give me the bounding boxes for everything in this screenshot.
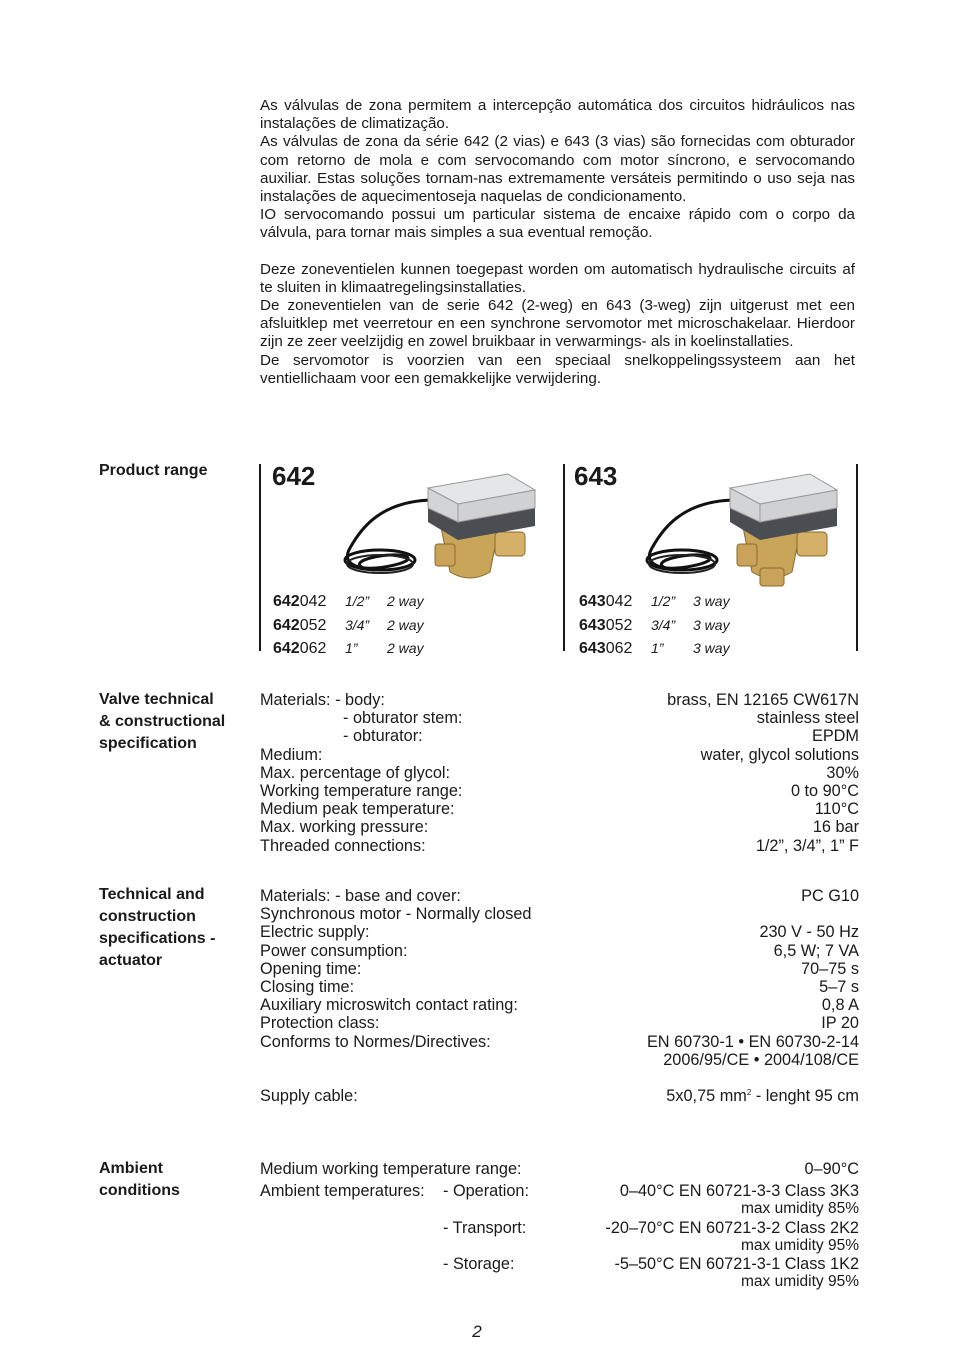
spec-spacer <box>260 1069 859 1087</box>
variant-row: 642062 1” 2 way <box>273 640 424 657</box>
spec-row: Closing time: 5–7 s <box>260 978 859 997</box>
spec-row: Threaded connections: 1/2”, 3/4”, 1” F <box>260 836 859 855</box>
ambient-row: - Transport: -20–70°C EN 60721-3-2 Class 2K2 <box>443 1218 859 1237</box>
actuator-spec-table <box>260 887 859 1105</box>
spec-row: - obturator: EPDM <box>343 727 859 746</box>
actuator-spec-label: Technical and construction specifications - actuator <box>99 886 216 969</box>
ambient-medium-row: Medium working temperature range: 0–90°C <box>260 1160 859 1178</box>
spec-row: Medium peak temperature: 110°C <box>260 800 859 819</box>
spec-row: Max. percentage of glycol: 30% <box>260 763 859 782</box>
spec-row: Materials: - base and cover: PC G10 <box>260 887 859 905</box>
divider-left <box>259 464 261 651</box>
variant-row: 642042 1/2” 2 way <box>273 593 424 610</box>
intro-nl-2: De zoneventielen van de serie 642 (2-weg) en 643 (3-weg) zijn uitgerust met een afsluitklep met veerretour en een synchrone servomotor met microschakelaar. Hierdoor zijn ze zeer veelzijdig en zowel bruikbaar in verwarmings- als in koelinstallaties. <box>260 297 855 351</box>
variant-row: 643062 1” 3 way <box>579 640 730 657</box>
divider-right <box>856 464 858 651</box>
product-642-variants <box>273 590 424 661</box>
product-643-title: 643 <box>574 461 618 491</box>
divider-middle <box>563 464 565 651</box>
product-643-variants <box>579 590 730 661</box>
intro-pt-1: As válvulas de zona permitem a intercepção automática dos circuitos hidráulicos nas instalações de climatização. <box>260 97 855 133</box>
spec-row: Max. working pressure: 16 bar <box>260 818 859 837</box>
spec-row: Conforms to Normes/Directives: EN 60730-1 • EN 60730-2-14 <box>260 1032 859 1051</box>
intro-pt-3: IO servocomando possui um particular sistema de encaixe rápido com o corpo da válvula, para tornar mais simples a sua eventual remoção. <box>260 206 855 242</box>
ambient-table <box>260 1160 859 1291</box>
valve-643-image <box>642 460 852 590</box>
spec-row: Medium: water, glycol solutions <box>260 745 859 764</box>
intro-nl-1: Deze zoneventielen kunnen toegepast worden om automatisch hydraulische circuits af te sluiten in klimaatregelingsinstallaties. <box>260 260 855 296</box>
spec-row: Supply cable: 5x0,75 $mm^2$ - lenght 95 cm <box>260 1087 859 1106</box>
ambient-row: - Storage: -5–50°C EN 60721-3-1 Class 1K2 <box>443 1254 859 1273</box>
spec-row: - obturator stem: stainless steel <box>343 709 859 728</box>
spec-row: Working temperature range: 0 to 90°C <box>260 782 859 801</box>
spec-row: Protection class: IP 20 <box>260 1014 859 1033</box>
spec-row: Synchronous motor - Normally closed <box>260 905 532 924</box>
spec-row: Power consumption: 6,5 W; 7 VA <box>260 941 859 960</box>
ambient-row: Ambient temperatures: - Operation: 0–40°C EN 60721-3-3 Class 3K3 <box>260 1182 859 1201</box>
valve-spec-table <box>260 691 859 855</box>
spec-row: Auxiliary microswitch contact rating: 0,8 A <box>260 996 859 1015</box>
spec-row: 2006/95/CE • 2004/108/CE <box>663 1050 859 1069</box>
variant-row: 643052 3/4” 3 way <box>579 616 730 634</box>
ambient-humidity-row: max umidity 85% <box>740 1200 859 1218</box>
ambient-humidity-row: max umidity 95% <box>740 1273 859 1291</box>
spec-row: Opening time: 70–75 s <box>260 959 859 978</box>
variant-row: 642052 3/4” 2 way <box>273 616 424 634</box>
ambient-label: Ambient conditions <box>99 1160 180 1199</box>
product-range-label: Product range <box>99 462 208 479</box>
intro-pt-2: As válvulas de zona da série 642 (2 vias) e 643 (3 vias) são fornecidas com obturador com retorno de mola e com servocomando com motor síncrono, e servocomando auxiliar. Estas soluções tornam-nas extremamente versáteis permitindo o uso seja nas instalações de aquecimentoseja naquelas de condicionamento. <box>260 133 855 206</box>
intro-text <box>260 97 855 388</box>
spec-row: Electric supply: 230 V - 50 Hz <box>260 923 859 942</box>
intro-nl-3: De servomotor is voorzien van een speciaal snelkoppelingssysteem aan het ventiellichaam voor een gemakkelijke verwijdering. <box>260 351 855 387</box>
page-number: 2 <box>472 1322 482 1341</box>
product-642-title: 642 <box>272 461 316 491</box>
ambient-humidity-row: max umidity 95% <box>740 1236 859 1254</box>
valve-642-image <box>340 460 550 590</box>
valve-spec-label: Valve technical & constructional specification <box>99 691 226 752</box>
variant-row: 643042 1/2” 3 way <box>579 593 730 610</box>
spec-row: Materials: - body: brass, EN 12165 CW617N <box>260 691 859 709</box>
